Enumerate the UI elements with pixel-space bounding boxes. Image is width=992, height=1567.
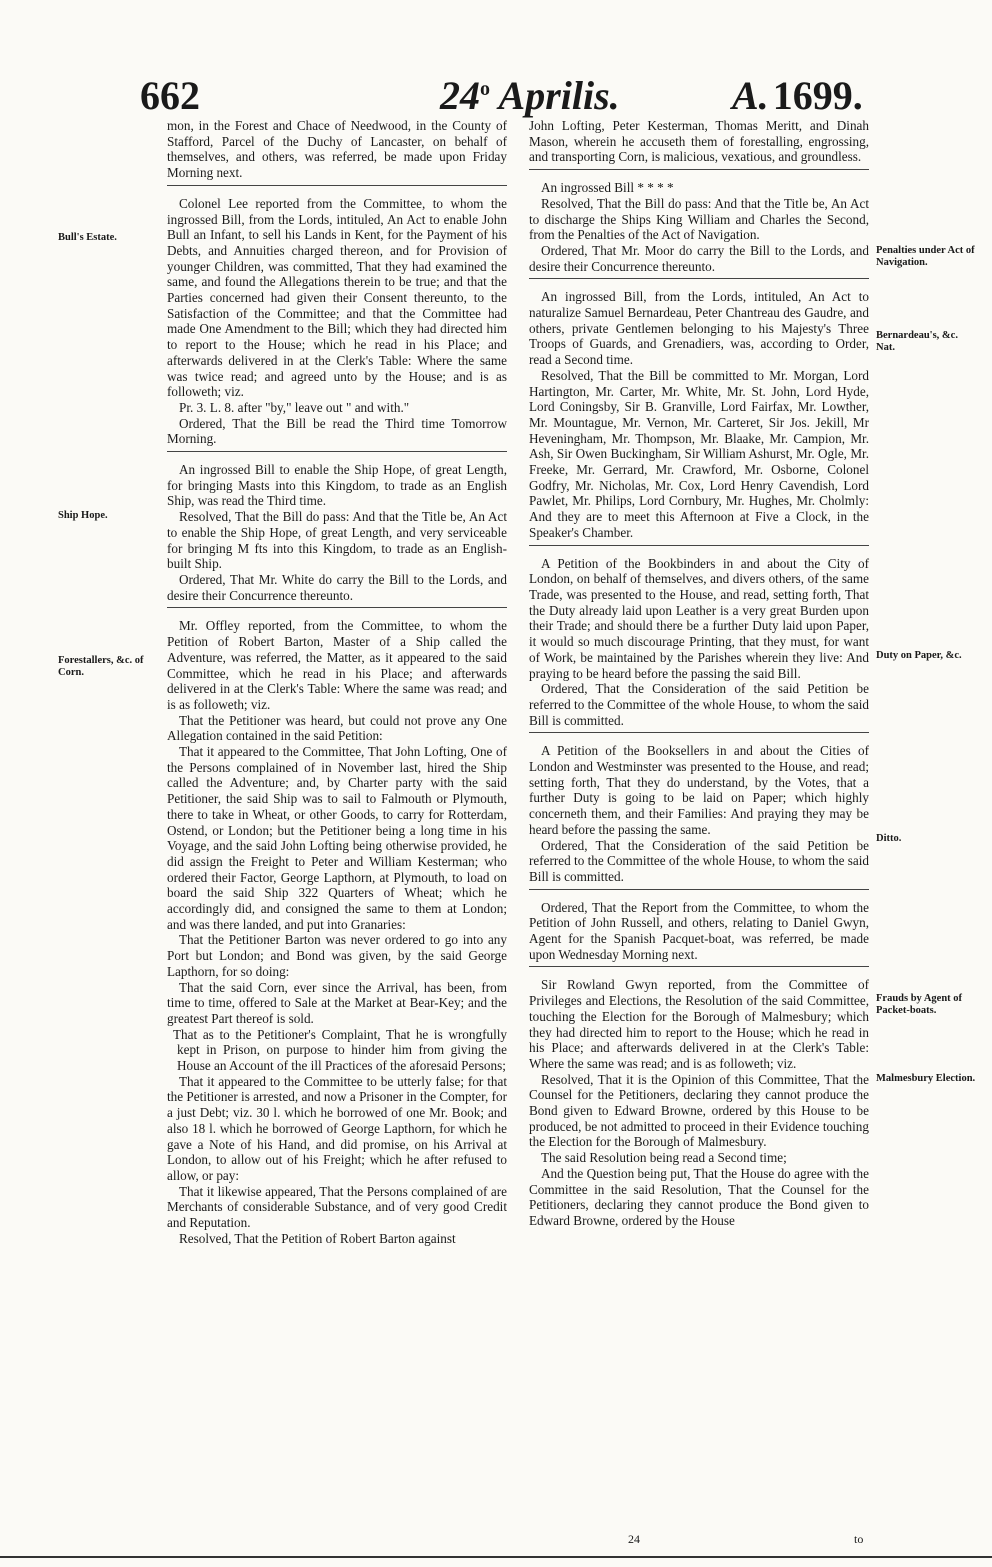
divider [529,732,869,733]
paragraph: Resolved, That it is the Opinion of this Committee, That the Counsel for the Petitioners, declaring they cannot produce the Bond given to Edward Browne, ordered by this House to be produced, be not admitted to proceed in their Evidence touching the Election for the Borough of Malmesbury. [529,1071,869,1150]
page-date [440,72,620,119]
bottom-rule [0,1556,992,1558]
divider [167,451,507,452]
page-year [732,72,863,119]
left-column [167,118,507,1247]
paragraph: That the Petitioner Barton was never ordered to go into any Port but London; and Bond was given, by the said George Lapthorn, for so doing: [167,932,507,979]
divider [167,607,507,608]
margin-note-ditto: Ditto. [876,833,902,844]
year-prefix: A. [732,73,769,118]
paragraph: Pr. 3. L. 8. after "by," leave out " and with." [179,399,410,415]
paragraph: An ingrossed Bill, from the Lords, intituled, An Act to naturalize Samuel Bernardeau, Peter Chantreau des Gaudre, and others, private Gentlemen belonging to his Majesty's Three Troops of Guards, and Grenadiers, was, according to Order, read a Second time. [529,289,869,368]
divider [529,278,869,279]
margin-note-bernardeau: Bernardeau's, &c. Nat. [876,330,958,353]
paragraph: Ordered, That the Bill be read the Third time Tomorrow Morning. [167,415,507,447]
divider [529,966,869,967]
page-header [0,72,992,122]
paragraph: Resolved, That the Bill do pass: And that the Title be, An Act to discharge the Ships King William and Charles the Second, from the Penalties of the Act of Navigation. [529,195,869,243]
page-number: 662 [140,73,200,118]
margin-note-hope: Ship Hope. [58,510,108,521]
paragraph: John Lofting, Peter Kesterman, Thomas Meritt, and Dinah Mason, wherein he accuseth them of forestalling, engrossing, and transporting Corn, is malicious, vexatious, and groundless. [529,118,869,165]
paragraph: A Petition of the Booksellers in and about the Cities of London and Westminster was presented to the House, and read; setting forth, That they do understand, by the Votes, that a further Duty is going to be laid on Paper; which highly concerneth them, and their Families: And praying they may be heard before the passing the same. [529,743,869,837]
paragraph: The said Resolution being read a Second time; [541,1150,787,1166]
date-day: 24 [440,73,480,118]
paragraph: Resolved, That the Bill be committed to Mr. Morgan, Lord Hartington, Mr. Carter, Mr. White, Mr. St. John, Lord Hyde, Lord Coningsby, Sir B. Granville, Lord Fairfax, Mr. Lowther, Mr. Mountague, Mr. Vernon, Mr. Carteret, Sir Jos. Jekill, Mr Heveningham, Mr. Thompson, Mr. Blaake, Mr. Campion, Mr. Ash, Sir Owen Buckingham, Sir William Ashurst, Mr. Ogle, Mr. Freeke, Mr. Gerrard, Mr. Crawford, Mr. Osborne, Colonel Godfry, Mr. Nicholas, Mr. Cox, Lord Henry Cavendish, Lord Pawlet, Mr. Philips, Lord Cornbury, Mr. Hughes, Mr. Cholmly: And they are to meet this Afternoon at Five a Clock, in the Speaker's Chamber. [529,367,869,540]
paragraph: That the Petitioner was heard, but could not prove any One Allegation contained in the said Petition: [167,712,507,744]
margin-note-frauds: Frauds by Agent of Packet-boats. [876,993,963,1016]
divider [529,169,869,170]
paragraph: That the said Corn, ever since the Arrival, has been, from time to time, offered to Sale at the Market at Bear-Key; and the greatest Part thereof is sold. [167,979,507,1026]
right-column [529,118,869,1229]
paragraph: And the Question being put, That the House do agree with the Committee in the said Resolution, That the Counsel for the Petitioners, declaring they cannot produce the Bond given to Edward Browne, ordered by the House [529,1165,869,1228]
paragraph: mon, in the Forest and Chace of Needwood, in the County of Stafford, Parcel of the Duchy of Lancaster, on behalf of themselves, and others, was referred, be made upon Friday Morning next. [167,118,507,181]
catchword: to [854,1532,864,1546]
margin-note-forestallers: Forestallers, &c. of Corn. [58,655,144,678]
margin-note-duty: Duty on Paper, &c. [876,650,962,661]
divider [167,185,507,186]
year-value: 1699. [772,73,863,118]
date-word: Aprilis. [498,73,620,118]
paragraph: A Petition of the Bookbinders in and about the City of London, on behalf of themselves, and divers others, of the same Trade, was presented to the House, and read, setting forth, That the Duty already laid upon Leather is a very great Burden upon their Trade; and should there be a further Duty laid upon Paper, it would so much discourage Printing, that they must, for want of Work, be maintained by the Parishes wherein they live: And praying to be heard before the passing the said Bill. [529,555,869,681]
paragraph: An ingrossed Bill * * * * [541,180,674,196]
divider [529,889,869,890]
paragraph: Ordered, That the Report from the Committee, to whom the Petition of John Russell, and others, relating to Daniel Gwyn, Agent for the Spanish Pacquet-boat, was referred, be made upon Wednesday Morning next. [529,899,869,962]
paragraph: Colonel Lee reported from the Committee, to whom the ingrossed Bill, from the Lords, intituled, An Act to enable John Bull an Infant, to sell his Lands in Kent, for the Payment of his Debts, and Annuities charged thereon, and for Provision of younger Children, was committed, That they had examined the same, and found the Allegations therein to be true; and that the Parties concerned had given their Consent thereunto, to the Satisfaction of the Committee; and that the Committee had made One Amendment to the Bill; which they had directed him to report to the House; which he read in his Place; and afterwards delivered in at the Clerk's Table: Where the same was twice read; and agreed unto by the House; and is as followeth; viz. [167,195,507,400]
margin-note-malmesbury: Malmesbury Election. [876,1073,976,1084]
paragraph: That it appeared to the Committee to be utterly false; for that the Petitioner is arrested, and now a Prisoner in the Compter, for a just Debt; viz. 30 l. which he borrowed of one Mr. Book; and also 18 l. which he borrowed of George Lapthorn, for which he gave a Note of his Hand, and did promise, on his Arrival at London, to allow out of his Freight; which he after refused to allow, or pay: [167,1073,507,1183]
paragraph: That it likewise appeared, That the Persons complained of are Merchants of considerable Substance, and of very good Credit and Reputation. [167,1183,507,1231]
signature-mark: 24 [628,1532,640,1546]
divider [529,545,869,546]
margin-note-penalties: Penalties under Act of Navigation. [876,245,975,268]
paragraph: Mr. Offley reported, from the Committee, to whom the Petition of Robert Barton, Master of a Ship called the Adventure, was referred, the Matter, as it appeared to the said Committee, which he read in his Place; and afterwards delivered in at the Clerk's Table: Where the same was read; and is as followeth; viz. [167,618,507,712]
paragraph: That as to the Petitioner's Complaint, That he is wrongfully kept in Prison, on purpose to hinder him from giving the House an Account of the ill Practices of the aforesaid Persons; [173,1026,507,1074]
margin-note-bull: Bull's Estate. [58,232,117,243]
paragraph: An ingrossed Bill to enable the Ship Hope, of great Length, for bringing Masts into this Kingdom, to trade as an English Ship, was read the Third time. [167,462,507,509]
paragraph: Resolved, That the Petition of Robert Barton against [179,1230,456,1246]
paragraph: Ordered, That the Consideration of the said Petition be referred to the Committee of the whole House, to whom the said Bill is committed. [529,681,869,728]
paragraph: Sir Rowland Gwyn reported, from the Committee of Privileges and Elections, the Resolution of the said Committee, touching the Election for the Borough of Malmesbury; which they had directed him to report to the House; which he read in his Place; and afterwards delivered in at the Clerk's Table: Where the same was read; and is as followeth; viz. [529,977,869,1071]
date-superscript: o [480,78,490,100]
paragraph: Resolved, That the Bill do pass: And that the Title be, An Act to enable the Ship Hope, of great Length, and very serviceable for bringing M fts into this Kingdom, to trade as an English-built Ship. [167,509,507,572]
paragraph: Ordered, That Mr. White do carry the Bill to the Lords, and desire their Concurrence thereunto. [167,571,507,603]
paragraph: That it appeared to the Committee, That John Lofting, One of the Persons complained of in November last, hired the Ship called the Adventure; and, by Charter party with the said Petitioner, the said Ship was to sail to Falmouth or Plymouth, there to take in Wheat, or other Goods, to carry for Rotterdam, Ostend, or London; but the Petitioner being a long time in his Voyage, and the said John Lofting being otherwise provided, he did assign the Freight to Peter and William Kesterman; who ordered their Factor, George Lapthorn, at Plymouth, to load on board the said Ship 322 Quarters of Wheat; which he accordingly did, and consigned the same to them at London; and was there landed, and put into Granaries: [167,744,507,932]
paragraph: Ordered, That Mr. Moor do carry the Bill to the Lords, and desire their Concurrence thereunto. [529,242,869,274]
paragraph: Ordered, That the Consideration of the said Petition be referred to the Committee of the whole House, to whom the said Bill is committed. [529,837,869,884]
